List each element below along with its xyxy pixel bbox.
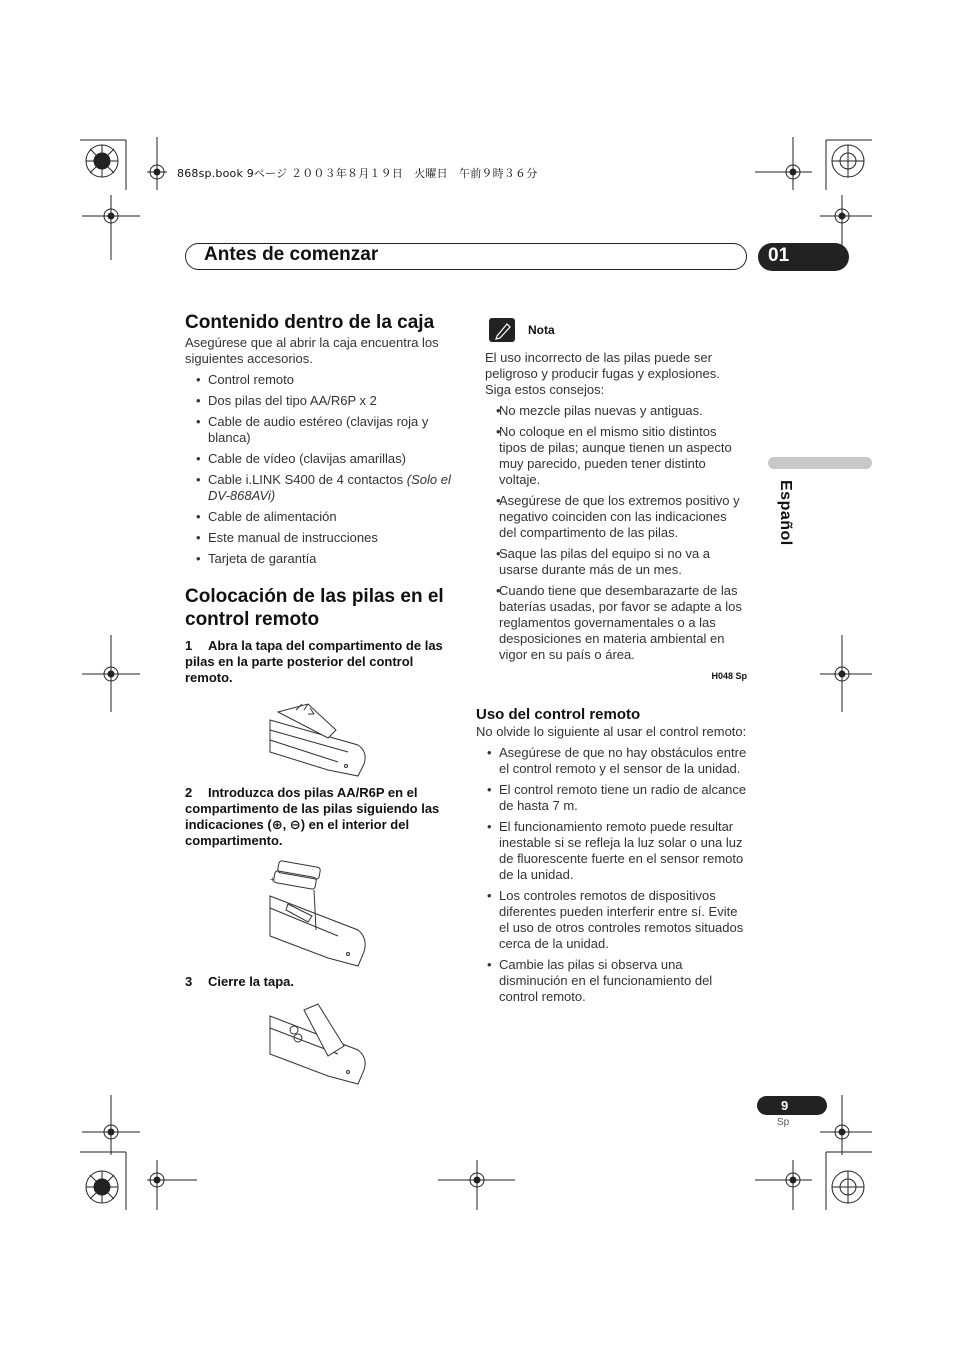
note-block	[485, 350, 747, 684]
remote-open-cover-illustration	[268, 700, 372, 780]
step-text: Cierre la tapa.	[208, 974, 294, 989]
note-pencil-icon	[489, 318, 515, 342]
page-number: 9	[781, 1098, 789, 1113]
crosshair-mark	[147, 1160, 197, 1210]
left-column	[185, 311, 455, 686]
list-item: • El control remoto tiene un radio de alcance de hasta 7 m.	[476, 782, 747, 814]
print-info: 868sp.book 9ページ ２００３年８月１９日 火曜日 午前９時３６分	[177, 167, 538, 180]
page-number-badge	[757, 1096, 827, 1115]
section-title-batteries: Colocación de las pilas en el control remoto	[185, 586, 444, 630]
step-2-block	[185, 785, 455, 849]
list-item-italic-note: (Solo el DV-868AVi)	[208, 472, 451, 503]
box-contents-list	[185, 372, 455, 567]
starburst-mark-top-right	[832, 145, 864, 177]
list-item-text: Cable i.LINK S400 de 4 contactos	[208, 472, 404, 487]
svg-text:+: +	[270, 875, 275, 884]
note-label: Nota	[528, 323, 555, 337]
list-item	[185, 472, 455, 504]
step-text: Abra la tapa del compartimento de las pilas en la parte posterior del control remoto.	[185, 638, 443, 685]
step-2	[185, 785, 455, 849]
step-1	[185, 638, 455, 686]
list-item: • No mezcle pilas nuevas y antiguas.	[485, 403, 747, 419]
note-list	[485, 403, 747, 663]
crosshair-mark	[820, 1095, 872, 1155]
crosshair-mark	[82, 635, 140, 712]
list-item: • Tarjeta de garantía	[185, 551, 455, 567]
crosshair-mark	[82, 195, 140, 260]
crosshair-mark	[755, 1160, 812, 1210]
crosshair-mark	[438, 1160, 515, 1210]
list-item: • Este manual de instrucciones	[185, 530, 455, 546]
step-text: Introduzca dos pilas AA/R6P en el compartimento de las pilas siguiendo las indicaciones (⊕, ⊖) en el interior del compartimento.	[185, 785, 440, 848]
list-item: • Cable de audio estéreo (clavijas roja y blanca)	[185, 414, 455, 446]
section-title-box-contents: Contenido dentro de la caja	[185, 312, 435, 333]
list-item: • Cambie las pilas si observa una disminución en el funcionamiento del control remoto.	[476, 957, 747, 1005]
list-item: • Asegúrese de que no hay obstáculos entre el control remoto y el sensor de la unidad.	[476, 745, 747, 777]
remote-use-block	[476, 706, 747, 1010]
crosshair-mark	[147, 137, 167, 190]
list-item: • El funcionamiento remoto puede resultar inestable si se refleja la luz solar o una luz de fluorescente fuerte en el sensor remoto de la unidad.	[476, 819, 747, 883]
list-item: • Cable de alimentación	[185, 509, 455, 525]
remote-insert-batteries-illustration	[268, 860, 372, 970]
page-language-code: Sp	[777, 1117, 790, 1128]
starburst-mark-bottom-right	[832, 1171, 864, 1203]
section-title-remote-use: Uso del control remoto	[476, 706, 641, 723]
list-item: • Los controles remotos de dispositivos diferentes pueden interferir entre sí. Evite el uso de otros controles remotos situados cerca de la unidad.	[476, 888, 747, 952]
crosshair-mark	[755, 137, 812, 190]
step-3-block	[185, 974, 455, 990]
list-item: • Saque las pilas del equipo si no va a usarse durante más de un mes.	[485, 546, 747, 578]
starburst-mark-top-left	[86, 145, 118, 177]
list-item: • Control remoto	[185, 372, 455, 388]
remote-use-list	[476, 745, 747, 1005]
remote-use-intro: No olvide lo siguiente al usar el control remoto:	[476, 724, 747, 739]
language-tab-bar	[768, 457, 872, 469]
step-number: 1	[185, 638, 193, 653]
note-code: H048 Sp	[711, 671, 747, 681]
chapter-title: Antes de comenzar	[204, 244, 379, 265]
list-item: • Cuando tiene que desembarazarte de las baterías usadas, por favor se adapte a los reglamentos governamentales o a las desposiciones en materia ambiental en vigor en su país o área.	[485, 583, 747, 663]
list-item: • No coloque en el mismo sitio distintos tipos de pilas; aunque tienen un aspecto muy parecido, pueden tener distinto voltaje.	[485, 424, 747, 488]
crosshair-mark	[82, 1095, 140, 1155]
step-number: 3	[185, 974, 193, 989]
step-number: 2	[185, 785, 193, 800]
pencil-icon	[489, 318, 515, 342]
step-3	[185, 974, 455, 990]
note-intro: El uso incorrecto de las pilas puede ser peligroso y producir fugas y explosiones. Siga estos consejos:	[485, 350, 720, 397]
chapter-number: 01	[768, 245, 790, 266]
language-tab-label: Español	[777, 480, 794, 546]
crosshair-mark	[820, 635, 872, 712]
list-item: • Cable de vídeo (clavijas amarillas)	[185, 451, 455, 467]
list-item: • Dos pilas del tipo AA/R6P x 2	[185, 393, 455, 409]
box-contents-intro: Asegúrese que al abrir la caja encuentra los siguientes accesorios.	[185, 335, 439, 366]
remote-close-cover-illustration	[268, 1002, 372, 1088]
starburst-mark-bottom-left	[86, 1171, 118, 1203]
list-item: • Asegúrese de que los extremos positivo y negativo coinciden con las indicaciones del compartimento de las pilas.	[485, 493, 747, 541]
